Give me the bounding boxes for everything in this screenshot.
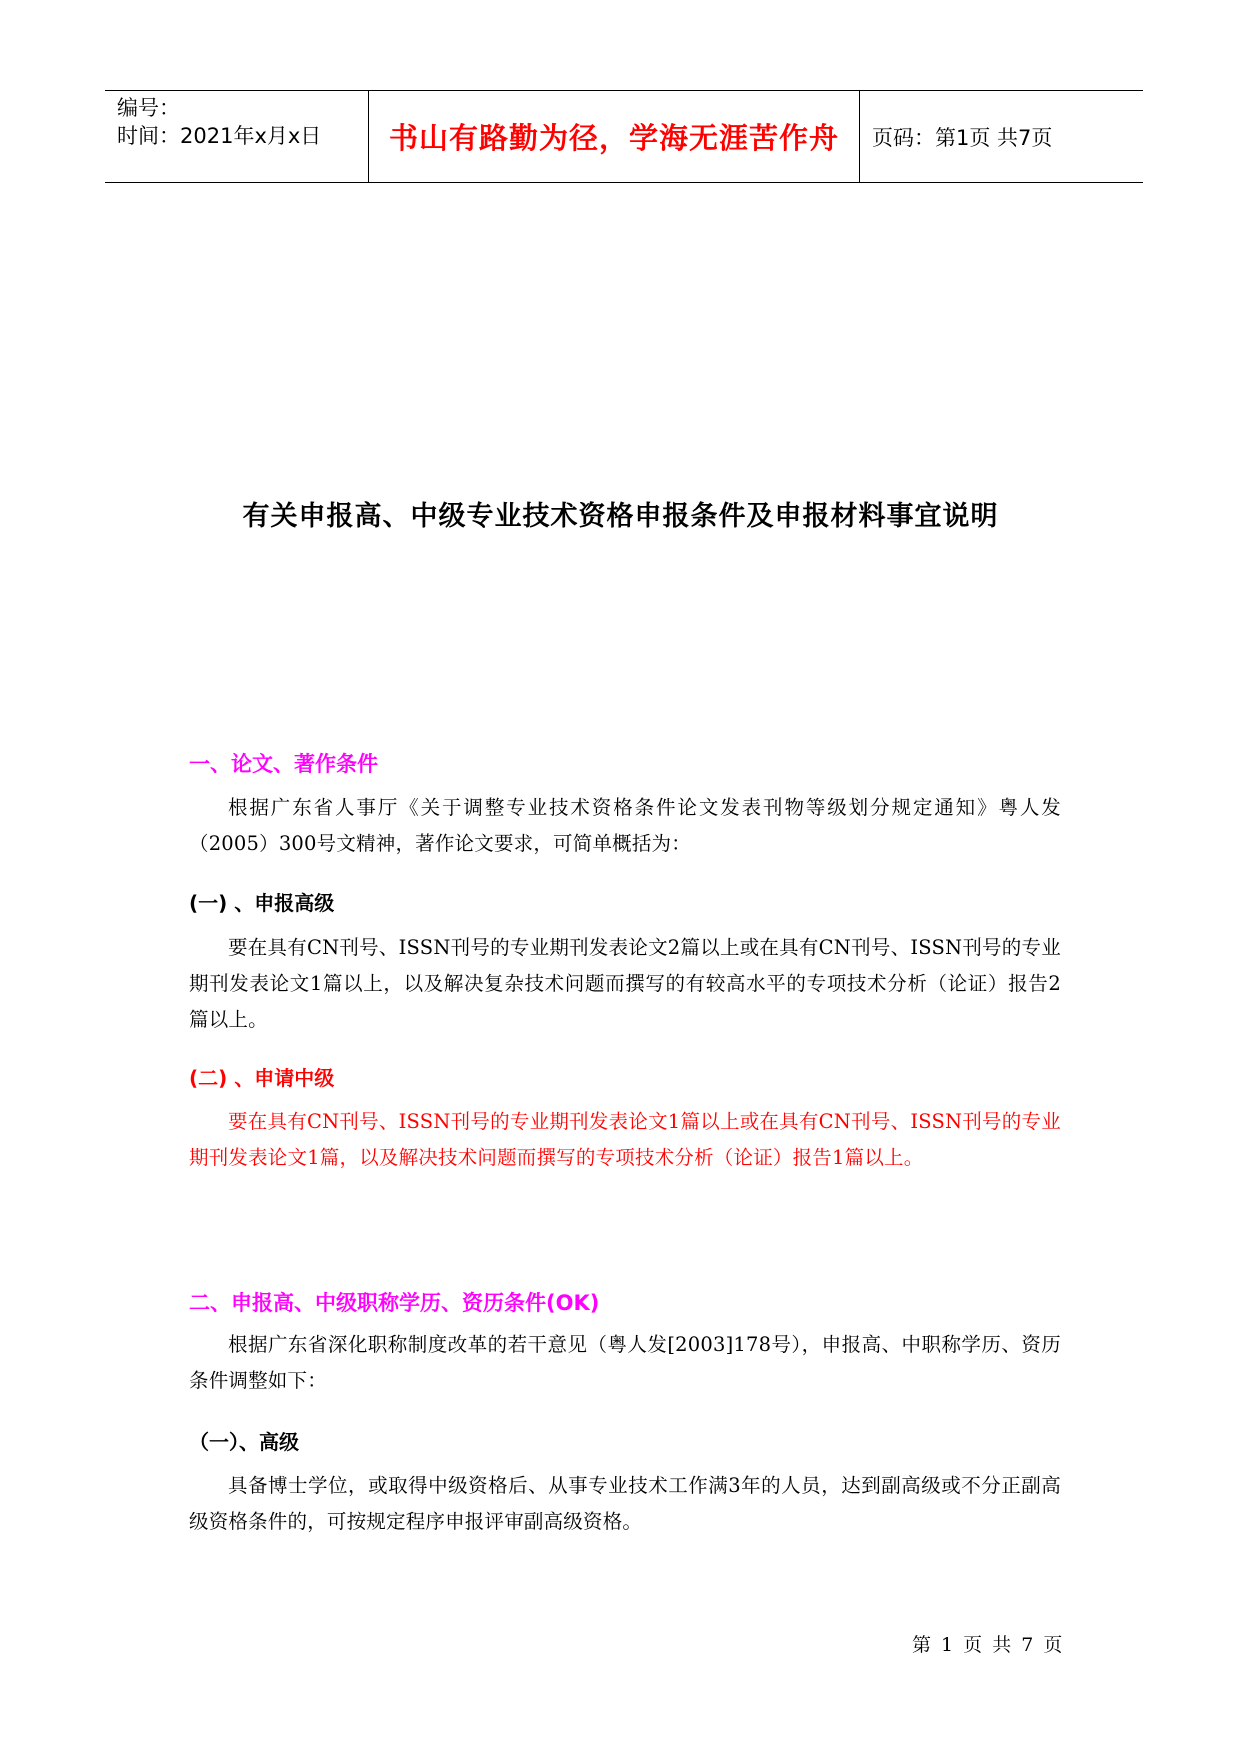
subsection-intermediate-text: 要在具有CN刊号、ISSN刊号的专业期刊发表论文1篇以上或在具有CN刊号、ISSN刊号的专业期刊发表论文1篇，以及解决技术问题而撰写的专项技术分析（论证）报告1篇以上。 bbox=[189, 1110, 1061, 1169]
header-left-cell bbox=[105, 91, 369, 182]
date-label: 时间：2021年x月x日 bbox=[117, 124, 322, 148]
header-table bbox=[105, 90, 1143, 183]
subsection-heading-senior: (一) 、申报高级 bbox=[189, 891, 335, 915]
section-heading-2: 二、申报高、中级职称学历、资历条件(OK) bbox=[189, 1291, 600, 1315]
document-title: 有关申报高、中级专业技术资格申报条件及申报材料事宜说明 bbox=[242, 501, 999, 532]
subsection-heading-senior-2: （一）、高级 bbox=[189, 1430, 299, 1454]
serial-number-label: 编号： bbox=[117, 96, 180, 120]
header-right-cell bbox=[860, 91, 1143, 182]
motto: 书山有路勤为径，学海无涯苦作舟 bbox=[388, 121, 839, 155]
section-heading-1: 一、论文、著作条件 bbox=[189, 752, 378, 776]
subsection-senior-text: 要在具有CN刊号、ISSN刊号的专业期刊发表论文2篇以上或在具有CN刊号、ISSN刊号的专业期刊发表论文1篇以上，以及解决复杂技术问题而撰写的有较高水平的专项技术分析（论证）报告2篇以上。 bbox=[189, 936, 1061, 1031]
page-code: 页码：第1页 共7页 bbox=[872, 125, 1053, 150]
subsection-senior-2-text: 具备博士学位，或取得中级资格后、从事专业技术工作满3年的人员，达到副高级或不分正副高级资格条件的，可按规定程序申报评审副高级资格。 bbox=[189, 1474, 1061, 1533]
section-1-intro: 根据广东省人事厅《关于调整专业技术资格条件论文发表刊物等级划分规定通知》粤人发（2005）300号文精神，著作论文要求，可简单概括为： bbox=[189, 796, 1061, 855]
header-middle-cell bbox=[369, 91, 860, 182]
subsection-heading-intermediate: (二) 、申请中级 bbox=[189, 1066, 335, 1090]
section-2-intro: 根据广东省深化职称制度改革的若干意见（粤人发[2003]178号），申报高、中职称学历、资历条件调整如下： bbox=[189, 1333, 1061, 1392]
page-footer: 第 1 页 共 7 页 bbox=[912, 1634, 1065, 1656]
